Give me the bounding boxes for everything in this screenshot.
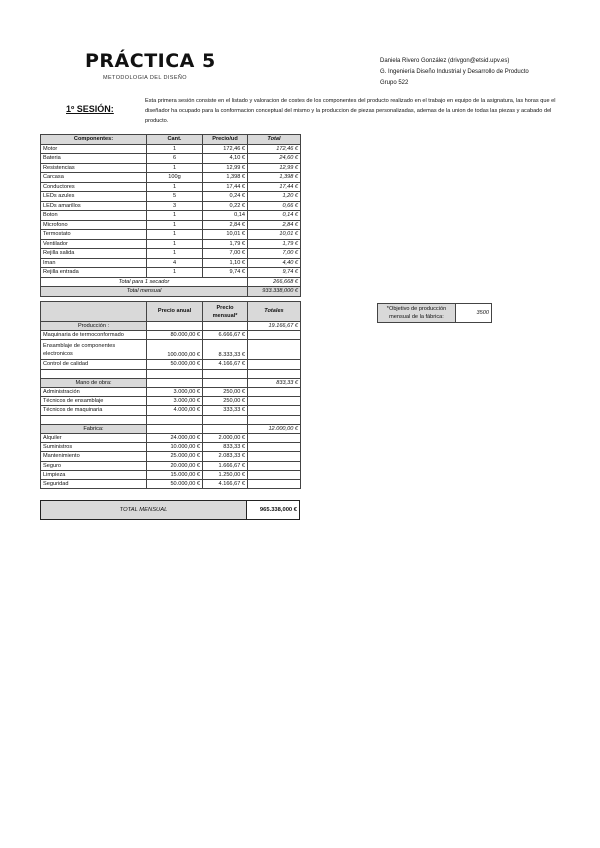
- component-name: LEDs amarillos: [41, 201, 147, 211]
- table-row: [41, 360, 301, 369]
- cost-monthly: 250,00 €: [203, 388, 248, 397]
- component-unit-price: 0,24 €: [203, 192, 248, 202]
- component-name: Motor: [41, 144, 147, 154]
- cost-monthly: 1.250,00 €: [203, 470, 248, 479]
- component-qty: 100g: [147, 173, 203, 183]
- components-body: [41, 144, 301, 277]
- grand-total-value: 965.338,000 €: [247, 501, 300, 520]
- component-unit-price: 7,00 €: [203, 249, 248, 259]
- component-unit-price: 0,22 €: [203, 201, 248, 211]
- table-header-row: [41, 302, 301, 322]
- component-total: 4,40 €: [248, 258, 301, 268]
- cost-annual: 50.000,00 €: [147, 480, 203, 489]
- page-title: PRÁCTICA 5: [85, 50, 216, 72]
- cost-annual: 20.000,00 €: [147, 461, 203, 470]
- table-row: [41, 406, 301, 415]
- component-unit-price: 12,99 €: [203, 163, 248, 173]
- component-qty: 1: [147, 182, 203, 192]
- component-qty: 1: [147, 220, 203, 230]
- component-qty: 1: [147, 230, 203, 240]
- cost-item-name: Seguridad: [41, 480, 147, 489]
- cost-monthly: 4.166,67 €: [203, 480, 248, 489]
- component-total: 9,74 €: [248, 268, 301, 278]
- component-total: 0,66 €: [248, 201, 301, 211]
- header-cell: Cant.: [147, 135, 203, 145]
- objective-table: [377, 303, 492, 323]
- author-group: Grupo 522: [380, 80, 409, 86]
- component-total: 7,00 €: [248, 249, 301, 259]
- component-total: 24,60 €: [248, 154, 301, 164]
- cost-item-name: Técnicos de maquinaria: [41, 406, 147, 415]
- component-unit-price: 2,84 €: [203, 220, 248, 230]
- cost-monthly: 250,00 €: [203, 397, 248, 406]
- component-qty: 1: [147, 249, 203, 259]
- cost-annual: 25.000,00 €: [147, 452, 203, 461]
- component-unit-price: 17,44 €: [203, 182, 248, 192]
- component-name: Rejilla salida: [41, 249, 147, 259]
- section-header-row: [41, 424, 301, 433]
- table-row: [41, 220, 301, 230]
- total-monthly-value: 933.338,000 €: [248, 287, 301, 297]
- cost-annual: 100.000,00 €: [147, 340, 203, 360]
- table-row: [41, 461, 301, 470]
- component-qty: 3: [147, 201, 203, 211]
- component-total: 1,398 €: [248, 173, 301, 183]
- component-total: 1,20 €: [248, 192, 301, 202]
- objective-row: [378, 304, 492, 323]
- table-row: [41, 239, 301, 249]
- cost-item-name: Administración: [41, 388, 147, 397]
- component-name: Conductores: [41, 182, 147, 192]
- table-row: [41, 434, 301, 443]
- page-subtitle: METODOLOGIA DEL DISEÑO: [103, 75, 187, 81]
- component-unit-price: 1,79 €: [203, 239, 248, 249]
- section-label: Producción :: [41, 322, 147, 331]
- component-total: 172,46 €: [248, 144, 301, 154]
- cost-item-name: Suministros: [41, 443, 147, 452]
- component-qty: 1: [147, 211, 203, 221]
- component-unit-price: 9,74 €: [203, 268, 248, 278]
- component-qty: 4: [147, 258, 203, 268]
- component-unit-price: 172,46 €: [203, 144, 248, 154]
- header-cell: Total: [248, 135, 301, 145]
- component-name: Iman: [41, 258, 147, 268]
- spacer-row: [41, 415, 301, 424]
- cost-item-name: Ensamblaje de componentes electronicos: [41, 340, 147, 360]
- header-cell: Precio anual: [147, 302, 203, 322]
- cost-item-name: Limpieza: [41, 470, 147, 479]
- table-row: [41, 268, 301, 278]
- header-cell: [41, 302, 147, 322]
- cost-annual: 24.000,00 €: [147, 434, 203, 443]
- cost-item-name: Técnicos de ensamblaje: [41, 397, 147, 406]
- component-qty: 1: [147, 239, 203, 249]
- component-name: Bateria: [41, 154, 147, 164]
- component-total: 12,99 €: [248, 163, 301, 173]
- component-total: 1,79 €: [248, 239, 301, 249]
- cost-item-name: Seguro: [41, 461, 147, 470]
- table-row: [41, 443, 301, 452]
- total-sector-label: Total para 1 secador: [41, 277, 248, 287]
- session-description: Esta primera sesión consiste en el listado y valoracion de costes de los componentes del producto realizado en el trabajo en equipo de la asignatura, las horas que el diseñador ha ocupado para la conformacion conceptual del mismo y la produccion de piezas personalizadas, ademas de la union de todas las piezas y acabado del producto.: [145, 98, 556, 124]
- cost-item-name: Alquiler: [41, 434, 147, 443]
- grand-total-row: [41, 501, 300, 520]
- cost-annual: 15.000,00 €: [147, 470, 203, 479]
- section-total: 12.000,00 €: [248, 424, 301, 433]
- table-header-row: [41, 135, 301, 145]
- cost-monthly: 6.666,67 €: [203, 331, 248, 340]
- component-name: LEDs azules: [41, 192, 147, 202]
- table-row: [41, 340, 301, 360]
- table-row: [41, 452, 301, 461]
- cost-annual: 80.000,00 €: [147, 331, 203, 340]
- cost-monthly: 8.333,33 €: [203, 340, 248, 360]
- total-sector-row: [41, 277, 301, 287]
- section-total: 833,33 €: [248, 378, 301, 387]
- component-unit-price: 0,14: [203, 211, 248, 221]
- table-row: [41, 480, 301, 489]
- table-row: [41, 154, 301, 164]
- component-name: Boton: [41, 211, 147, 221]
- total-monthly-row: [41, 287, 301, 297]
- component-total: 2,84 €: [248, 220, 301, 230]
- cost-monthly: 833,33 €: [203, 443, 248, 452]
- component-total: 10,01 €: [248, 230, 301, 240]
- component-name: Termostato: [41, 230, 147, 240]
- table-row: [41, 144, 301, 154]
- table-row: [41, 182, 301, 192]
- costs-table: [40, 301, 301, 489]
- grand-total-table: [40, 500, 300, 520]
- cost-monthly: 1.666,67 €: [203, 461, 248, 470]
- section-header-row: [41, 378, 301, 387]
- section-label: Mano de obra:: [41, 378, 147, 387]
- table-row: [41, 230, 301, 240]
- header-cell: Componentes:: [41, 135, 147, 145]
- component-unit-price: 1,10 €: [203, 258, 248, 268]
- table-row: [41, 201, 301, 211]
- cost-annual: 3.000,00 €: [147, 397, 203, 406]
- component-qty: 1: [147, 268, 203, 278]
- section-header-row: [41, 322, 301, 331]
- cost-item-name: Control de calidad: [41, 360, 147, 369]
- component-unit-price: 10,01 €: [203, 230, 248, 240]
- session-label: 1º SESIÓN:: [66, 104, 114, 114]
- section-total: 19.166,67 €: [248, 322, 301, 331]
- header-cell: Precio/ud: [203, 135, 248, 145]
- component-qty: 6: [147, 154, 203, 164]
- cost-annual: 3.000,00 €: [147, 388, 203, 397]
- component-unit-price: 4,10 €: [203, 154, 248, 164]
- costs-body: [41, 322, 301, 489]
- objective-value: 3500: [456, 304, 492, 323]
- component-total: 17,44 €: [248, 182, 301, 192]
- cost-item-name: Mantenimiento: [41, 452, 147, 461]
- cost-monthly: 2.083,33 €: [203, 452, 248, 461]
- cost-monthly: 4.166,67 €: [203, 360, 248, 369]
- spacer-row: [41, 369, 301, 378]
- components-table: [40, 134, 301, 297]
- author-block: [380, 56, 529, 89]
- author-name: Daniela Rivero González (drivgon@etsid.upv.es): [380, 58, 510, 64]
- component-name: Rejilla entrada: [41, 268, 147, 278]
- table-row: [41, 163, 301, 173]
- component-name: Microfono: [41, 220, 147, 230]
- header-cell: Totales: [248, 302, 301, 322]
- total-monthly-label: Total mensual: [41, 287, 248, 297]
- component-unit-price: 1,398 €: [203, 173, 248, 183]
- table-row: [41, 470, 301, 479]
- table-row: [41, 211, 301, 221]
- author-degree: G. Ingeniería Diseño Industrial y Desarrollo de Producto: [380, 69, 529, 75]
- component-qty: 1: [147, 163, 203, 173]
- cost-monthly: 2.000,00 €: [203, 434, 248, 443]
- component-qty: 5: [147, 192, 203, 202]
- table-row: [41, 258, 301, 268]
- component-total: 0,14 €: [248, 211, 301, 221]
- cost-monthly: 333,33 €: [203, 406, 248, 415]
- table-row: [41, 249, 301, 259]
- component-name: Resistencias: [41, 163, 147, 173]
- component-qty: 1: [147, 144, 203, 154]
- total-sector-value: 266,668 €: [248, 277, 301, 287]
- cost-annual: 50.000,00 €: [147, 360, 203, 369]
- grand-total-label: TOTAL MENSUAL: [41, 501, 247, 520]
- objective-label: *Objetivo de producción mensual de la fábrica:: [378, 304, 456, 323]
- table-row: [41, 192, 301, 202]
- cost-annual: 4.000,00 €: [147, 406, 203, 415]
- component-name: Ventilador: [41, 239, 147, 249]
- table-row: [41, 388, 301, 397]
- table-row: [41, 397, 301, 406]
- header-cell: Precio mensual*: [203, 302, 248, 322]
- cost-item-name: Maquinaria de termoconformado: [41, 331, 147, 340]
- cost-annual: 10.000,00 €: [147, 443, 203, 452]
- component-name: Carcasa: [41, 173, 147, 183]
- section-label: Fabrica:: [41, 424, 147, 433]
- table-row: [41, 331, 301, 340]
- table-row: [41, 173, 301, 183]
